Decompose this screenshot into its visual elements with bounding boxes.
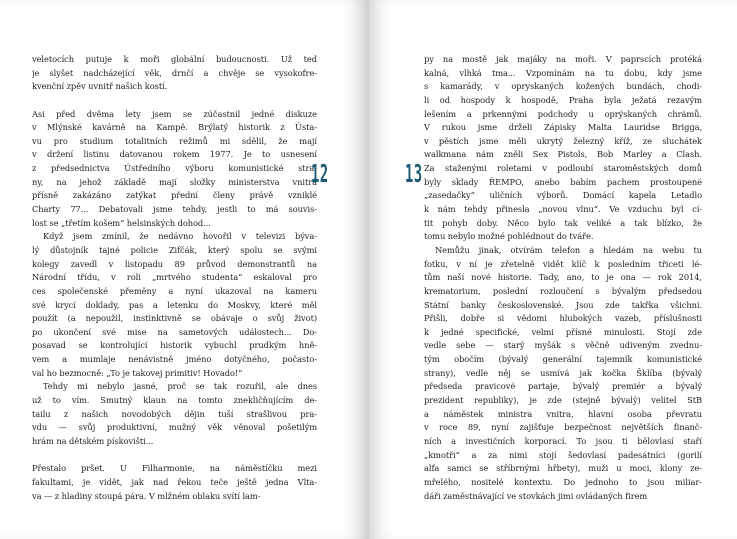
text-line: lešením a prkennými podchody u oprýskaných chrámů. [424,108,702,119]
text-line: vem a mumlaje nenávistně jméno dotyčného, počasto- [32,354,317,365]
text-line: přísně zakázáno zatýkat přední členy právě vzniklé [32,190,317,201]
text-line: Národní třídu, v roli „mrtvého studenta“ eskaloval pro [32,272,317,283]
text-line: val ho bezmocně: „To je takovej primitiv! Hovado!“ [32,367,243,378]
text-line: Když jsem zmínil, že nedávno hovořil v televizi býva- [43,231,317,242]
text-line: va — z hladiny stoupá pára. V mlžném oblaku svítí lam- [32,490,261,501]
text-line: už to vím. Smutný klaun na tomto znekličňujícím de- [32,395,317,406]
text-line: strany), vedle něj se usmívá jak kočka Šklíba (bývalý [424,367,702,378]
text-line: vu pro studium totalitních režimů mi sdělil, že mají [32,135,317,146]
text-line: ních a investičních korporací. To jsou ti bělovlasí staří [424,435,702,446]
text-line: dáři zaměstnávající ve stovkách jimi ovládaných firem [424,490,648,501]
text-line: předseda pravicové partaje, bývalý premiér a bývalý [424,381,702,392]
page-number-left: 12 [311,159,329,188]
text-line: kalná, vlhká tma... Vzpomínám na tu dobu, kdy jsme [424,67,702,78]
text-line: tomu nebylo možné pohlédnout do tváře. [424,231,594,242]
text-line: alfa samci se stříbrnými hřbety), muži u moci, klony ze- [424,463,702,474]
left-page [0,0,368,539]
text-line: Charty 77... Debatovali jsme tehdy, jestli to má souvis- [32,204,317,215]
text-line: k jedné specifické, velmi přísné minulosti. Stojí zde [424,326,702,337]
text-line: v Mlýnské kavárně na Kampě. Brýlatý historik z Ústa- [32,122,317,133]
left-page-text [32,53,317,503]
text-line: z předsednictva Ústředního výboru komunistické stra- [32,163,317,174]
text-line: py na mostě jak majáky na moři. V paprscích protéká [424,54,702,64]
text-line: ny, na jehož základě mají složky ministerstva vnitra [32,176,317,187]
text-line: lý důstojník tajné policie Zifčák, který spolu se svými [32,244,317,255]
text-line: li od hospody k hospodě, Praha byla ježatá rezavým [424,94,702,105]
text-line: V rukou jsme drželi Zápisky Malta Lauridse Brigga, [424,122,702,133]
text-line: ces společenské přeměny a nyní ukazoval na kameru [32,285,317,296]
text-line: mřelého, nositelé kontextu. Do jednoho to jsou miliar- [424,476,702,487]
text-line: kvenční zpěv uvnitř našich kostí. [32,81,168,92]
text-line: s kamarády, v opryskaných kožených bundách, chodi- [424,81,702,92]
right-page-text [424,53,702,503]
text-line: lost se „třetím košem“ helsinských dohod... [32,217,211,228]
text-line: „zasedačky“ uličních výborů. Domácí kapela Letadlo [424,190,702,201]
text-line: po ukončení své mise na sametových událostech... Do- [32,326,317,337]
page-number-right: 13 [405,159,423,188]
text-line: tailu z našich novodobých dějin tuší strašlivou pra- [32,408,317,419]
text-line: Asi před dvěma lety jsem se zúčastnil jedné diskuze [32,108,317,119]
text-line: v držení listinu datovanou rokem 1977. Je to usnesení [32,149,317,160]
text-line: Nemůžu jinak, otvírám telefon a hledám na webu tu [435,244,702,255]
text-line: tým obočím (bývalý generální tajemník komunistické [424,354,702,365]
text-line: Tehdy mi nebylo jasné, proč se tak rozuřil, ale dnes [43,381,317,392]
text-line: Za staženými roletami v podloubí staroměstských domů [424,163,702,174]
text-line: veletocích putuje k moři globální budoucnosti. Už teď [32,54,317,64]
text-line: krematorium, poslední rozloučení s bývalým předsedou [424,285,702,296]
text-line: v roce 89, nyní zajišťuje bezpečnost největších finanč- [424,422,702,433]
text-line: vedle sebe — starý myšák s věčně udiveným zvednu- [424,340,702,351]
text-line: v pěstích jsme měli ukrytý železný kříž, ze sluchátek [424,135,702,146]
text-line: walkmana nám zněli Sex Pistols, Bob Marley a Clash. [424,149,702,160]
text-line: Přestalo pršet. U Filharmonie, na náměstíčku mezi [32,463,317,474]
text-line: hrám na dětském pískovišti... [32,435,154,446]
text-line: fakultami, je vidět, jak nad řekou teče ještě jedna Vlta- [32,476,317,487]
text-line: tům naší nové historie. Tady, ano, to je ona — rok 2014, [424,272,702,283]
text-line: fotku, v ní je zřetelně vidět klíč k posledním třiceti lé- [424,258,702,269]
paragraph-gap [32,449,317,463]
text-line: je slyšet nadcházející věk, drnčí a chvěje se vysokofre- [32,67,317,78]
text-line: posavad se kontrolující historik vybuchl prudkým hně- [32,340,317,351]
text-line: tit pohyb doby. Něco bylo tak veliké a tak blízko, že [424,217,702,228]
text-line: Státní banky československé. Jsou zde takřka všichni. [424,299,702,310]
text-line: své krycí doklady, pas a letenku do Moskvy, které měl [32,299,317,310]
text-line: Přišli, dobře si vědomi hlubokých vazeb, příslušnosti [424,313,702,324]
text-line: použít (a nepoužil, instinktivně se obávaje o svůj život) [32,313,317,324]
text-line: vdu — svůj produktivní, mužný věk věnoval pošetilým [32,422,317,433]
paragraph-gap [32,94,317,108]
text-line: kolegy zavedl v listopadu 89 průvod demonstrantů na [32,258,317,269]
text-line: prezident republiky), je zde (stejně bývalý) velitel StB [424,395,702,406]
text-line: byly sklady ŘEMPO, anebo babím pachem prostoupené [424,176,702,187]
text-line: k nám tehdy přinesla „novou vlnu“. Ve vzduchu byl cí- [424,204,702,215]
text-line: „kmotři“ a za nimi stojí šedovlasí padesátníci (gorilí [424,449,702,460]
text-line: a náměstek ministra vnitra, hlavní osoba převratu [424,408,702,419]
